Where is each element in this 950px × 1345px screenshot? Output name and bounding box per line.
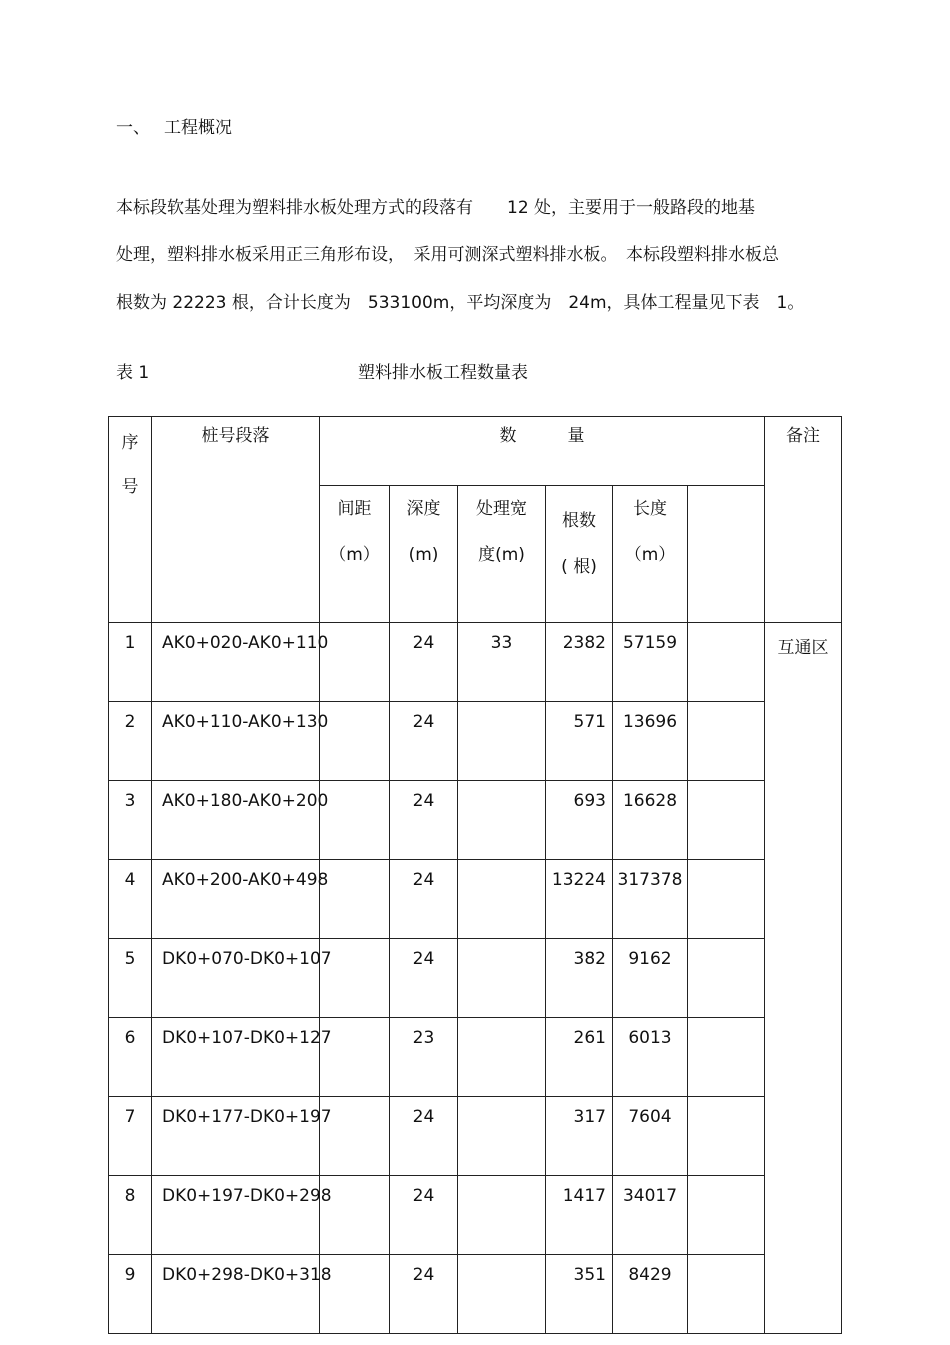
table-row: 2 AK0+110-AK0+130 24 571 13696: [109, 702, 842, 781]
paragraph-line-1: 本标段软基处理为塑料排水板处理方式的段落有 12 处，主要用于一般路段的地基: [116, 198, 756, 218]
header-length: 长度 （m）: [613, 486, 688, 623]
table-title: 塑料排水板工程数量表: [358, 363, 528, 383]
remark-cell: 互通区: [765, 623, 842, 1334]
header-seq: 序 号: [109, 417, 152, 623]
table-row: 3 AK0+180-AK0+200 24 693 16628: [109, 781, 842, 860]
header-quantity: 数 量: [320, 417, 765, 486]
table-row: 4 AK0+200-AK0+498 24 13224 317378: [109, 860, 842, 939]
table-row: 8 DK0+197-DK0+298 24 1417 34017: [109, 1176, 842, 1255]
section-title: 工程概况: [164, 118, 232, 138]
table-row: 1 AK0+020-AK0+110 24 33 2382 57159 互通区: [109, 623, 842, 702]
table-row: 7 DK0+177-DK0+197 24 317 7604: [109, 1097, 842, 1176]
section-heading: [116, 113, 232, 138]
table-row: 9 DK0+298-DK0+318 24 351 8429: [109, 1255, 842, 1334]
header-remark: 备注: [765, 417, 842, 623]
header-blank: [688, 486, 765, 623]
table-label: 表 1: [116, 363, 150, 383]
header-spacing: 间距 （m）: [320, 486, 390, 623]
header-station: 桩号段落: [152, 417, 320, 623]
section-number: 一、: [116, 118, 150, 138]
header-width: 处理宽 度(m): [458, 486, 546, 623]
paragraph-line-2: 处理，塑料排水板采用正三角形布设， 采用可测深式塑料排水板。 本标段塑料排水板总: [116, 245, 779, 265]
header-depth: 深度 (m): [390, 486, 458, 623]
quantity-table: [108, 416, 842, 1334]
paragraph-line-3: 根数为 22223 根，合计长度为 533100m，平均深度为 24m，具体工程量见下表 1。: [116, 293, 805, 313]
table-row: 5 DK0+070-DK0+107 24 382 9162: [109, 939, 842, 1018]
header-count: 根数 ( 根): [546, 486, 613, 623]
table-row: 6 DK0+107-DK0+127 23 261 6013: [109, 1018, 842, 1097]
